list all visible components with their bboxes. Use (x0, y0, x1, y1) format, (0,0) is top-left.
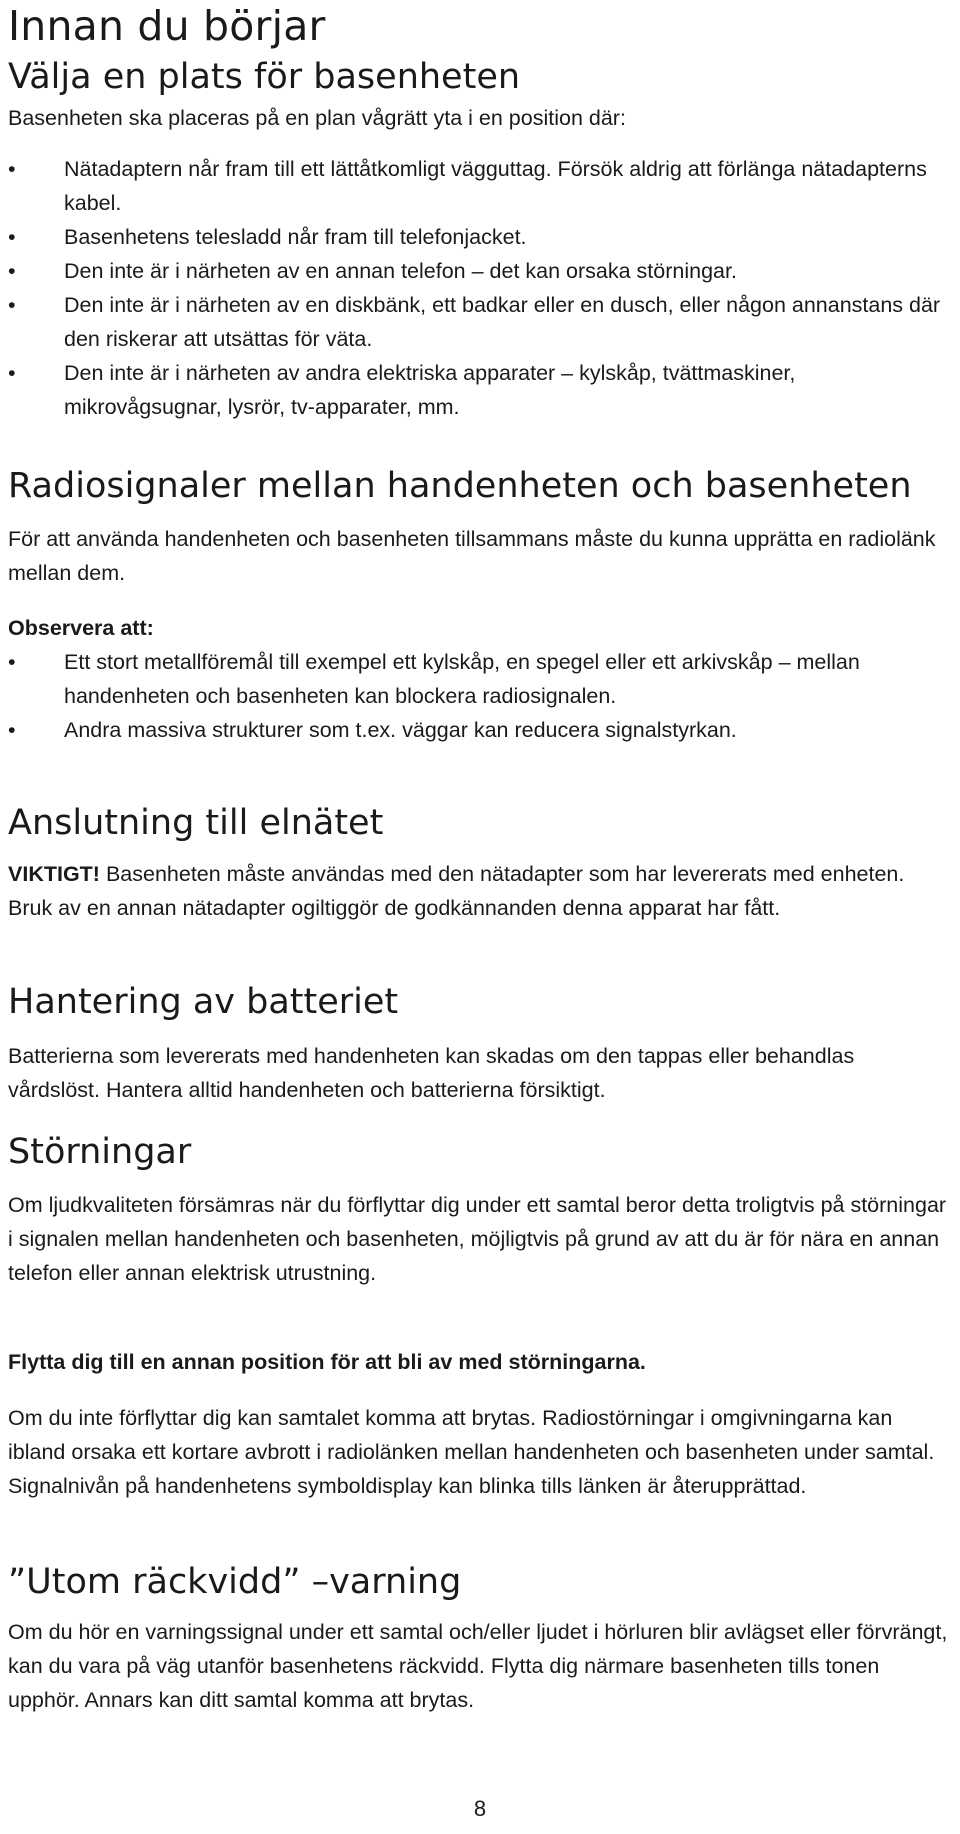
section-placement-intro: Basenheten ska placeras på en plan vågrätt yta i en position där: (8, 106, 626, 130)
section-radio-title: Radiosignaler mellan handenheten och basenheten (8, 466, 912, 506)
section-battery-title: Hantering av batteriet (8, 982, 399, 1022)
section-interference-text2: Om du inte förflyttar dig kan samtalet komma att brytas. Radiostörningar i omgivningarna kan ibland orsaka ett kortare avbrott i radiolänken mellan handenheten och basenheten under samtal. Signalnivån på handenhetens symboldisplay kan blinka tills länken är återupprättad. (8, 1406, 935, 1498)
list-item: • Andra massiva strukturer som t.ex. väggar kan reducera signalstyrkan. (8, 713, 948, 747)
list-item: • Den inte är i närheten av en diskbänk, ett badkar eller en dusch, eller någon annanstans där den riskerar att utsättas för väta. (8, 288, 948, 356)
note-label: Observera att: (8, 616, 154, 640)
bullet-icon: • (8, 157, 16, 181)
section-range-title: ”Utom räckvidd” –varning (8, 1562, 462, 1602)
section-interference-text1: Om ljudkvaliteten försämras när du förflyttar dig under ett samtal beror detta troligtvis på störningar i signalen mellan handenheten och basenheten, möjligtvis på grund av att du är för nära en annan telefon eller annan elektrisk utrustning. (8, 1193, 947, 1285)
page-title: Innan du börjar (8, 2, 326, 50)
section-interference-title: Störningar (8, 1132, 192, 1172)
bullet-icon: • (8, 718, 16, 742)
section-range-text: Om du hör en varningssignal under ett samtal och/eller ljudet i hörluren blir avlägset eller förvrängt, kan du vara på väg utanför basenhetens räckvidd. Flytta dig närmare basenheten tills tonen upphör. Annars kan ditt samtal komma att brytas. (8, 1620, 948, 1712)
placement-list (8, 152, 948, 424)
bullet-icon: • (8, 650, 16, 674)
section-placement-title: Välja en plats för basenheten (8, 57, 521, 97)
warning-label: VIKTIGT! (8, 862, 100, 886)
section-power-title: Anslutning till elnätet (8, 803, 384, 843)
section-radio-intro: För att använda handenheten och basenheten tillsammans måste du kunna upprätta en radiolänk mellan dem. (8, 527, 936, 585)
list-item: • Basenhetens telesladd når fram till telefonjacket. (8, 220, 948, 254)
section-power-text: VIKTIGT! Basenheten måste användas med den nätadapter som har levererats med enheten. Bruk av en annan nätadapter ogiltiggör de godkännanden denna apparat har fått. (8, 862, 905, 920)
list-item: • Den inte är i närheten av en annan telefon – det kan orsaka störningar. (8, 254, 948, 288)
bullet-icon: • (8, 225, 16, 249)
list-item: • Ett stort metallföremål till exempel ett kylskåp, en spegel eller ett arkivskåp – mellan handenheten och basenheten kan blockera radiosignalen. (8, 645, 948, 713)
radio-list (8, 645, 948, 747)
section-battery-text: Batterierna som levererats med handenheten kan skadas om den tappas eller behandlas vårdslöst. Hantera alltid handenheten och batterierna försiktigt. (8, 1044, 855, 1102)
bullet-icon: • (8, 361, 16, 385)
page-number: 8 (473, 1796, 487, 1821)
bullet-icon: • (8, 259, 16, 283)
list-item: • Den inte är i närheten av andra elektriska apparater – kylskåp, tvättmaskiner, mikrovågsugnar, lysrör, tv-apparater, mm. (8, 356, 948, 424)
list-item: • Nätadaptern når fram till ett lättåtkomligt vägguttag. Försök aldrig att förlänga nätadapterns kabel. (8, 152, 948, 220)
section-interference-bold: Flytta dig till en annan position för att bli av med störningarna. (8, 1350, 646, 1374)
bullet-icon: • (8, 293, 16, 317)
